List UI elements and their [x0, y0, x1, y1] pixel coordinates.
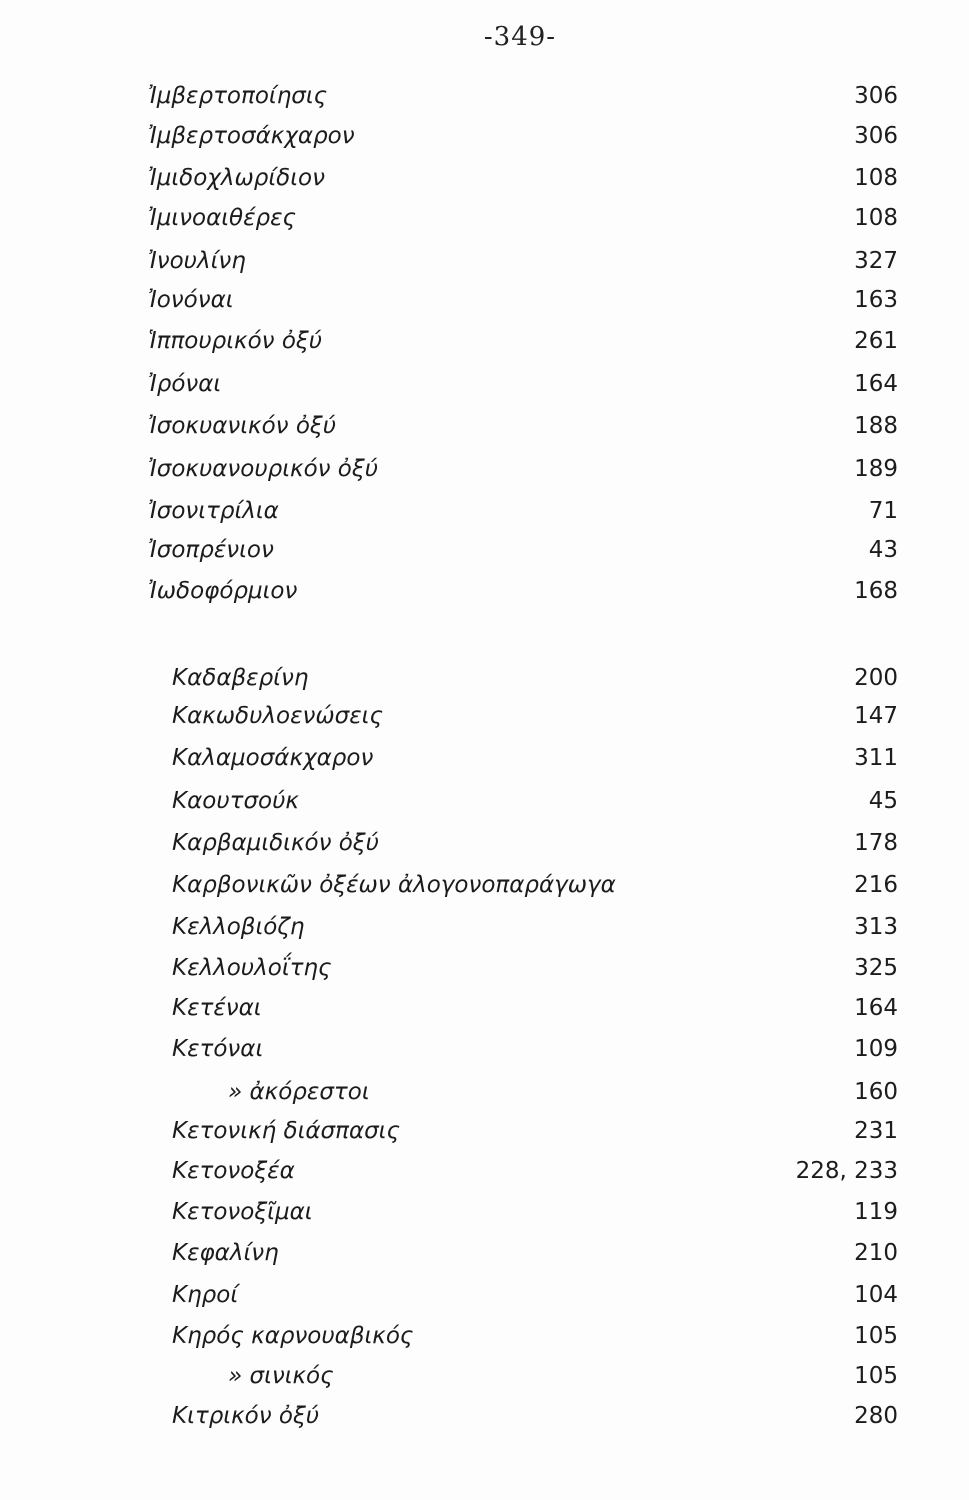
index-term: » ἀκόρεστοι [228, 1079, 370, 1105]
index-page-ref: 168 [854, 578, 898, 604]
index-page-ref: 261 [854, 328, 898, 354]
index-page-ref: 164 [854, 995, 898, 1021]
index-page-ref: 228, 233 [795, 1158, 898, 1184]
index-entry [0, 243, 969, 279]
index-term: Ἰωδοφόρμιον [148, 578, 298, 604]
index-term: Ἰσονιτρίλια [148, 498, 279, 524]
index-term: Ἰσοκυανουρικόν ὀξύ [148, 456, 379, 482]
index-term: Ἰμινοαιθέρες [148, 205, 297, 231]
index-page-ref: 45 [868, 788, 898, 814]
index-term: Καρβονικῶν ὀξέων ἀλογονοπαράγωγα [172, 872, 616, 898]
index-term: Κελλοβιόζη [172, 914, 305, 940]
index-page-ref: 313 [854, 914, 898, 940]
index-term: Καλαμοσάκχαρον [172, 745, 374, 771]
index-term: Καρβαμιδικόν ὀξύ [172, 830, 379, 856]
index-page-ref: 105 [854, 1323, 898, 1349]
index-entry [0, 200, 969, 236]
index-term: Ἱππουρικόν ὀξύ [148, 328, 323, 354]
index-page-ref: 109 [854, 1036, 898, 1062]
index-entry [0, 1031, 969, 1067]
index-entry [0, 783, 969, 819]
index-entry [0, 366, 969, 402]
index-term: Ἰσοκυανικόν ὀξύ [148, 413, 337, 439]
index-term: Κηροί [172, 1282, 239, 1308]
index-entry [0, 990, 969, 1026]
index-page-ref: 306 [854, 123, 898, 149]
index-page-ref: 71 [868, 498, 898, 524]
index-entry [0, 825, 969, 861]
page-number: -349- [483, 22, 557, 52]
index-term: Ἰμιδοχλωρίδιον [148, 165, 325, 191]
index-page-ref: 108 [854, 165, 898, 191]
index-page-ref: 105 [854, 1363, 898, 1389]
index-page-ref: 160 [854, 1079, 898, 1105]
index-page-ref: 108 [854, 205, 898, 231]
index-entry [0, 1318, 969, 1354]
index-term: Κετόναι [172, 1036, 264, 1062]
index-entry [0, 698, 969, 734]
index-entry [0, 1277, 969, 1313]
index-page-ref: 164 [854, 371, 898, 397]
index-term: Κεφαλίνη [172, 1240, 279, 1266]
index-entry [0, 950, 969, 986]
index-entry [0, 160, 969, 196]
index-entry [0, 867, 969, 903]
index-term: Ἰμβερτοποίησις [148, 83, 328, 109]
index-page-ref: 163 [854, 287, 898, 313]
index-term: Ἰονόναι [148, 287, 234, 313]
index-entry [0, 118, 969, 154]
index-term: Ἰσοπρένιον [148, 537, 274, 563]
index-term: Κελλουλοΐτης [172, 955, 332, 981]
index-term: Κιτρικόν ὀξύ [172, 1403, 320, 1429]
index-entry [0, 1398, 969, 1434]
index-term: Κακωδυλοενώσεις [172, 703, 383, 729]
index-page-ref: 327 [854, 248, 898, 274]
index-term: Κετέναι [172, 995, 262, 1021]
index-entry [0, 323, 969, 359]
index-term: Ἰμβερτοσάκχαρον [148, 123, 355, 149]
index-page-ref: 147 [854, 703, 898, 729]
index-entry [0, 493, 969, 529]
index-page-ref: 119 [854, 1199, 898, 1225]
index-page-ref: 104 [854, 1282, 898, 1308]
index-page-ref: 189 [854, 456, 898, 482]
index-page-ref: 178 [854, 830, 898, 856]
index-page-ref: 210 [854, 1240, 898, 1266]
index-entry [0, 532, 969, 568]
index-entry [0, 1194, 969, 1230]
index-entry [0, 573, 969, 609]
index-page-ref: 306 [854, 83, 898, 109]
index-entry [0, 1358, 969, 1394]
index-entry [0, 909, 969, 945]
index-term: Καδαβερίνη [172, 665, 309, 691]
index-entry [0, 408, 969, 444]
index-page-ref: 216 [854, 872, 898, 898]
index-entry [0, 282, 969, 318]
index-term: Κετονοξέα [172, 1158, 295, 1184]
index-page-ref: 200 [854, 665, 898, 691]
index-entry [0, 451, 969, 487]
index-page-ref: 188 [854, 413, 898, 439]
index-entry [0, 1074, 969, 1110]
index-page-ref: 43 [868, 537, 898, 563]
index-term: Κετονοξῖμαι [172, 1199, 313, 1225]
index-page-ref: 231 [854, 1118, 898, 1144]
index-entry [0, 740, 969, 776]
index-term: Καουτσούκ [172, 788, 299, 814]
index-entry [0, 660, 969, 696]
index-entry [0, 1113, 969, 1149]
index-term: Ἰνουλίνη [148, 248, 246, 274]
index-entry [0, 78, 969, 114]
index-page-ref: 311 [854, 745, 898, 771]
index-entry [0, 1235, 969, 1271]
index-entry [0, 1153, 969, 1189]
index-term: Ἰρόναι [148, 371, 222, 397]
index-term: Κηρός καρνουαβικός [172, 1323, 414, 1349]
index-page-ref: 325 [854, 955, 898, 981]
index-page-ref: 280 [854, 1403, 898, 1429]
index-term: Κετονική διάσπασις [172, 1118, 400, 1144]
index-term: » σινικός [228, 1363, 334, 1389]
